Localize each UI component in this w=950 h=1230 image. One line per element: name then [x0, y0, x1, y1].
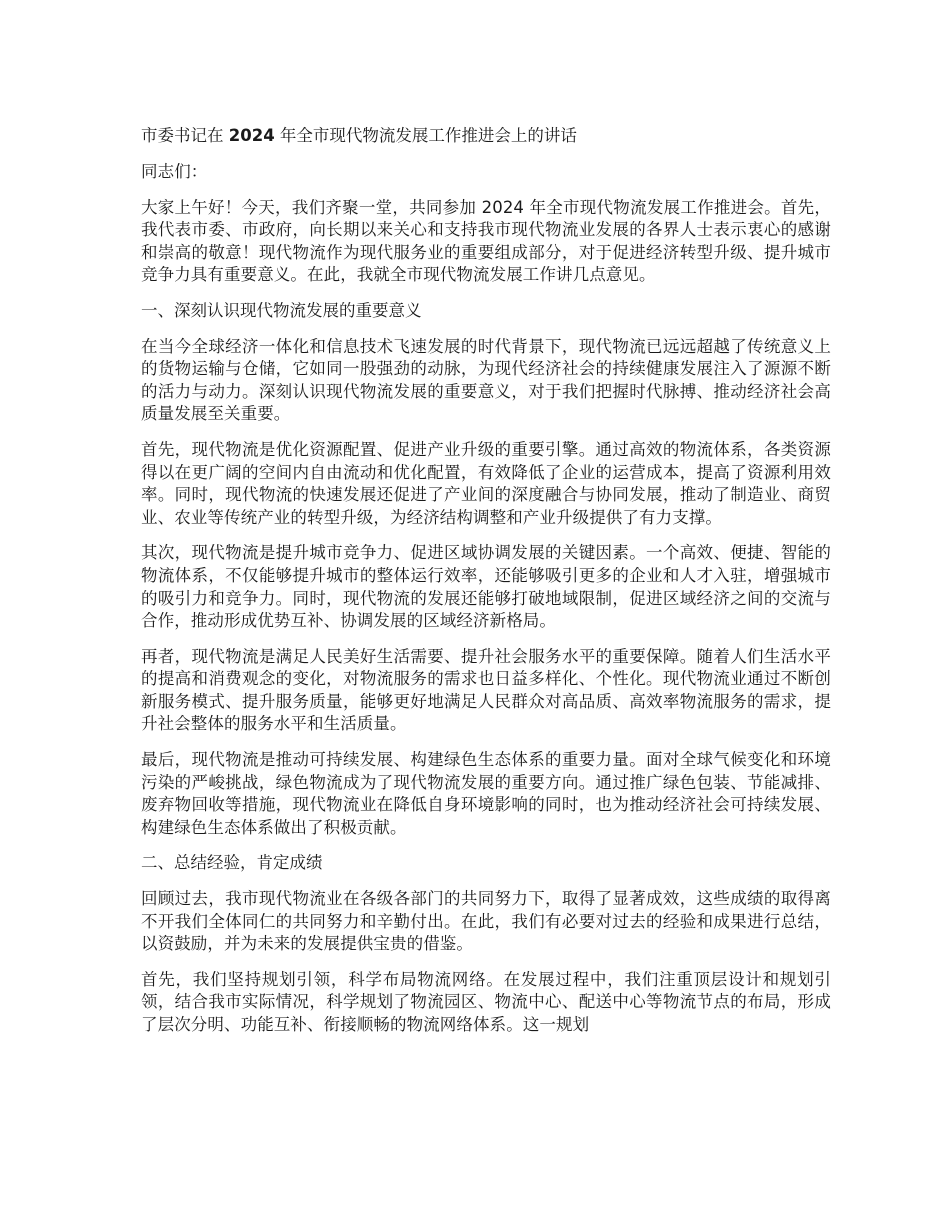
- title-year: 2024: [228, 126, 275, 145]
- title-suffix: 年全市现代物流发展工作推进会上的讲话: [274, 126, 577, 145]
- document-title: [141, 124, 831, 148]
- paragraph-opening: 大家上午好！今天，我们齐聚一堂，共同参加 2024 年全市现代物流发展工作推进会。首先，我代表市委、市政府，向长期以来关心和支持我市现代物流业发展的各界人士表示衷心的感谢和崇高的敬意！现代物流作为现代服务业的重要组成部分，对于促进经济转型升级、提升城市竞争力具有重要意义。在此，我就全市现代物流发展工作讲几点意见。: [141, 197, 831, 285]
- document-page: [141, 124, 831, 1050]
- paragraph: 回顾过去，我市现代物流业在各级各部门的共同努力下，取得了显著成效，这些成绩的取得离不开我们全体同仁的共同努力和辛勤付出。在此，我们有必要对过去的经验和成果进行总结，以资鼓励，并为未来的发展提供宝贵的借鉴。: [141, 889, 831, 954]
- title-prefix: 市委书记在: [141, 126, 229, 145]
- salutation: 同志们：: [141, 162, 208, 181]
- section-heading-2: 二、总结经验，肯定成绩: [141, 853, 323, 873]
- paragraph: 其次，现代物流是提升城市竞争力、促进区域协调发展的关键因素。一个高效、便捷、智能的物流体系，不仅能够提升城市的整体运行效率，还能够吸引更多的企业和人才入驻，增强城市的吸引力和竞争力。同时，现代物流的发展还能够打破地域限制，促进区域经济之间的交流与合作，推动形成优势互补、协调发展的区域经济新格局。: [141, 543, 831, 631]
- paragraph: 在当今全球经济一体化和信息技术飞速发展的时代背景下，现代物流已远远超越了传统意义上的货物运输与仓储，它如同一股强劲的动脉，为现代经济社会的持续健康发展注入了源源不断的活力与动力。深刻认识现代物流发展的重要意义，对于我们把握时代脉搏、推动经济社会高质量发展至关重要。: [141, 336, 831, 424]
- paragraph: 最后，现代物流是推动可持续发展、构建绿色生态体系的重要力量。面对全球气候变化和环境污染的严峻挑战，绿色物流成为了现代物流发展的重要方向。通过推广绿色包装、节能减排、废弃物回收等措施，现代物流业在降低自身环境影响的同时，也为推动经济社会可持续发展、构建绿色生态体系做出了积极贡献。: [141, 750, 831, 837]
- paragraph: 首先，我们坚持规划引领，科学布局物流网络。在发展过程中，我们注重顶层设计和规划引领，结合我市实际情况，科学规划了物流园区、物流中心、配送中心等物流节点的布局，形成了层次分明、功能互补、衔接顺畅的物流网络体系。这一规划: [141, 969, 831, 1034]
- paragraph: 首先，现代物流是优化资源配置、促进产业升级的重要引擎。通过高效的物流体系，各类资源得以在更广阔的空间内自由流动和优化配置，有效降低了企业的运营成本，提高了资源利用效率。同时，现代物流的快速发展还促进了产业间的深度融合与协同发展，推动了制造业、商贸业、农业等传统产业的转型升级，为经济结构调整和产业升级提供了有力支撑。: [141, 439, 831, 527]
- section-heading-1: 一、深刻认识现代物流发展的重要意义: [141, 300, 422, 320]
- paragraph: 再者，现代物流是满足人民美好生活需要、提升社会服务水平的重要保障。随着人们生活水平的提高和消费观念的变化，对物流服务的需求也日益多样化、个性化。现代物流业通过不断创新服务模式、提升服务质量，能够更好地满足人民群众对高品质、高效率物流服务的需求，提升社会整体的服务水平和生活质量。: [141, 646, 831, 734]
